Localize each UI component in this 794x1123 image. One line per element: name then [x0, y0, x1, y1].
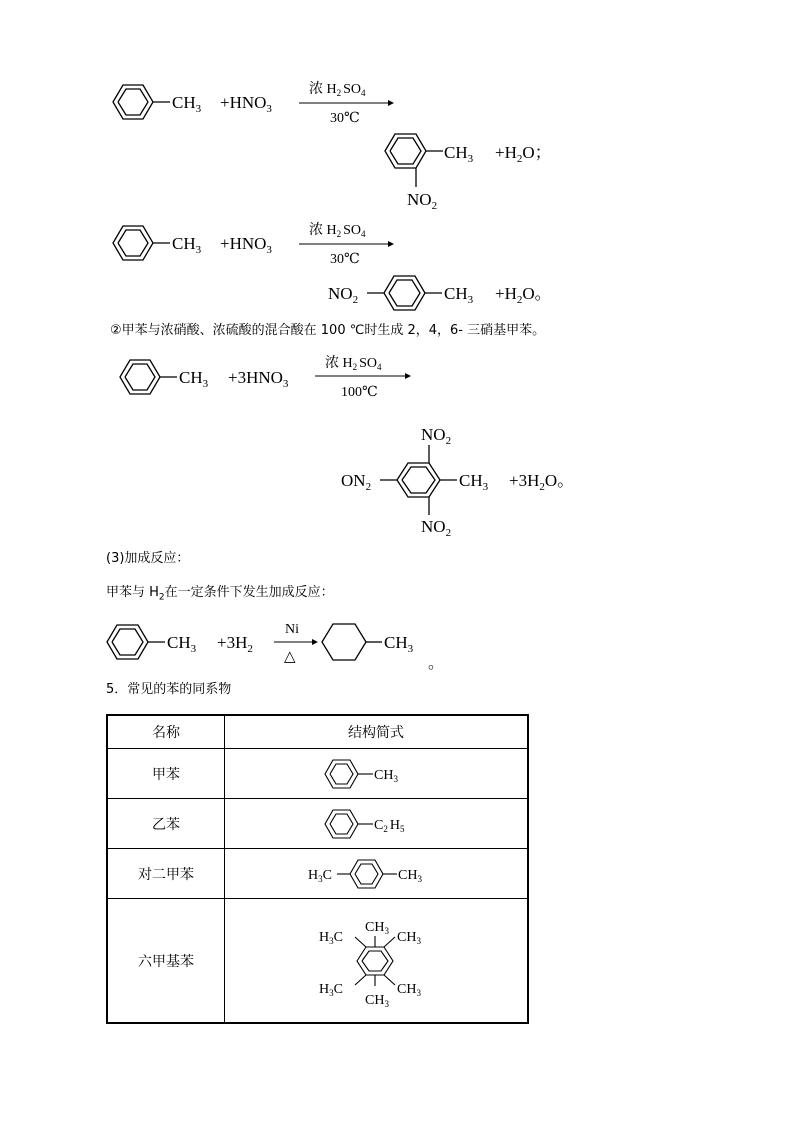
- nitro-label-bottom: $NO_2$: [421, 517, 452, 539]
- nitro-label: $NO_2$: [328, 284, 359, 306]
- structure-cell: [225, 849, 529, 899]
- svg-text:H3C: $H_3C$: [319, 981, 343, 998]
- methyl-label: $CH_3$: [444, 284, 474, 306]
- header-name: 名称: [107, 715, 225, 749]
- catalyst-label: Ni: [285, 622, 299, 637]
- compound-name: 甲苯: [107, 749, 225, 799]
- table-row: [107, 799, 528, 849]
- catalyst-label: 浓 $H_2$ $SO_4$: [309, 82, 366, 98]
- water-label: $+3H_2O$。: [509, 471, 575, 493]
- nitro-label: $NO_2$: [407, 190, 438, 212]
- ethylbenzene-structure: [321, 804, 431, 844]
- methyl-label: $CH_3$: [172, 234, 202, 256]
- svg-text:CH3: $CH_3$: [397, 929, 421, 946]
- svg-text:CH3: $CH_3$: [365, 919, 389, 936]
- homologs-heading: 5．常见的苯的同系物: [106, 682, 232, 697]
- addition-heading: (3)加成反应：: [106, 551, 190, 566]
- nitric-acid-label: $+3HNO_3$: [228, 368, 289, 390]
- water-label: $+H_2O$。: [495, 284, 552, 306]
- nitro-label-top: $NO_2$: [421, 425, 452, 447]
- addition-note: 甲苯与 $H_2$在一定条件下发生加成反应：: [106, 585, 334, 603]
- hydrogen-label: $+3H_2$: [217, 633, 253, 655]
- svg-text:H3C: $H_3C$: [308, 867, 332, 884]
- structure-cell: [225, 799, 529, 849]
- svg-text:CH3: $CH_3$: [365, 992, 389, 1009]
- arrow-head: [312, 639, 318, 645]
- nitric-acid-label: $+HNO_3$: [220, 93, 272, 115]
- svg-text:CH3: $CH_3$: [397, 981, 421, 998]
- table-row: [107, 749, 528, 799]
- table-row: [107, 899, 528, 1023]
- methyl-label: $CH_3$: [459, 471, 489, 493]
- table-header-row: [107, 715, 528, 749]
- methyl-label: $CH_3$: [384, 633, 414, 655]
- trinitration-note: ②甲苯与浓硝酸、浓硫酸的混合酸在 100 ℃时生成 2，4，6- 三硝基甲苯。: [110, 323, 546, 338]
- header-structure: 结构简式: [225, 715, 529, 749]
- catalyst-label: 浓 $H_2$ $SO_4$: [309, 223, 366, 239]
- heat-symbol: △: [284, 649, 296, 665]
- table-row: [107, 849, 528, 899]
- condition-label: 100℃: [341, 385, 378, 400]
- nitro-label-left: $ON_2$: [341, 471, 372, 493]
- catalyst-label: 浓 $H_2$ $SO_4$: [325, 356, 382, 372]
- methylcyclohexane-ring: [322, 624, 382, 660]
- water-label: $+H_2O$；: [495, 143, 552, 165]
- methyl-label: $CH_3$: [172, 93, 202, 115]
- benzene-homologs-table: [106, 714, 529, 1024]
- toluene-ring: [107, 625, 165, 659]
- svg-text:CH3: $CH_3$: [374, 767, 398, 784]
- methyl-label: $CH_3$: [179, 368, 209, 390]
- condition-label: 30℃: [330, 252, 360, 267]
- structure-cell: [225, 899, 529, 1023]
- compound-name: 六甲基苯: [107, 899, 225, 1023]
- p-xylene-structure: [306, 854, 446, 894]
- methyl-label: $CH_3$: [167, 633, 197, 655]
- svg-text:CH3: $CH_3$: [398, 867, 422, 884]
- toluene-structure: [321, 754, 431, 794]
- structure-cell: [225, 749, 529, 799]
- compound-name: 乙苯: [107, 799, 225, 849]
- end-mark: 。: [428, 655, 445, 672]
- svg-text:C2H5: $C_2$ $H_5$: [374, 817, 405, 834]
- compound-name: 对二甲苯: [107, 849, 225, 899]
- hexamethylbenzene-structure: [311, 911, 441, 1011]
- nitric-acid-label: $+HNO_3$: [220, 234, 272, 256]
- condition-label: 30℃: [330, 111, 360, 126]
- svg-text:H3C: $H_3C$: [319, 929, 343, 946]
- reaction-4: [107, 622, 444, 672]
- methyl-label: $CH_3$: [444, 143, 474, 165]
